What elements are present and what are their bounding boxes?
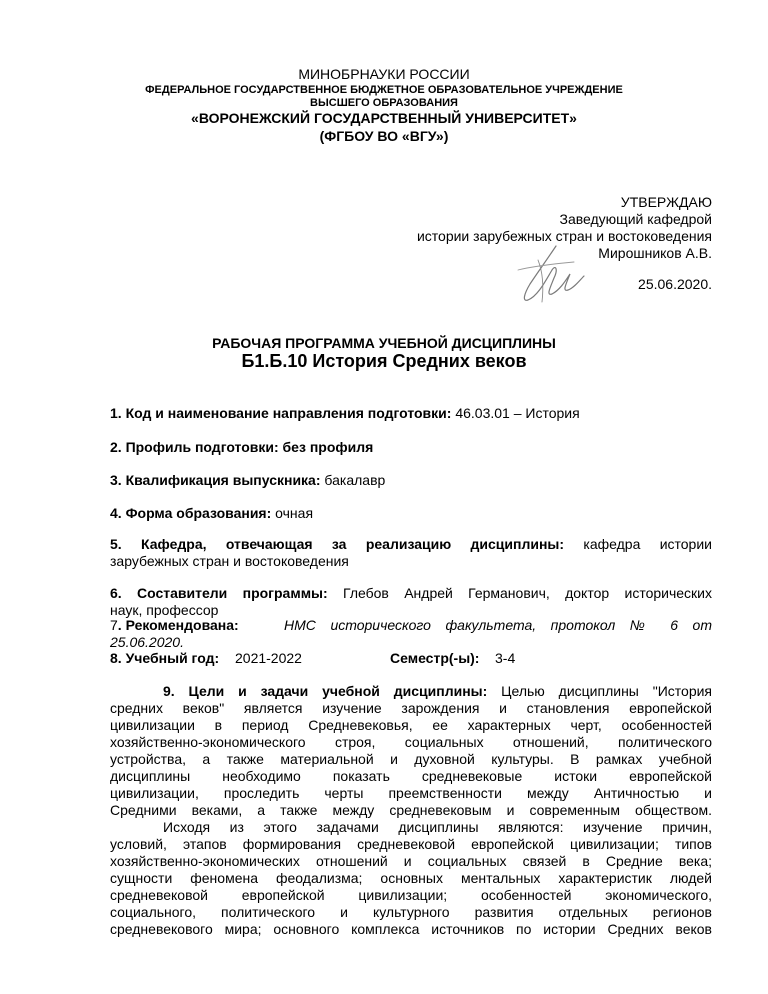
- item-7-date: 25.06.2020.: [110, 634, 184, 650]
- section-9-line-2: средних веков" является изучение зарождения и становления европейской: [110, 700, 712, 716]
- item-3-value: бакалавр: [320, 472, 386, 488]
- item-5: [110, 536, 712, 553]
- section-9-line-5: устройства, а также материальной и духовной культуры. В рамках учебной: [110, 751, 712, 767]
- item-8-semester-value: 3-4: [495, 650, 516, 666]
- approval-position: Заведующий кафедрой: [559, 211, 712, 227]
- item-3-label: 3. Квалификация выпускника:: [110, 472, 321, 488]
- approval-title: УТВЕРЖДАЮ: [620, 194, 712, 210]
- ministry-name: МИНОБРНАУКИ РОССИИ: [298, 66, 470, 82]
- item-7-number: 7: [110, 617, 118, 633]
- item-4-label: 4. Форма образования:: [110, 505, 272, 521]
- section-9-p2-line-3: хозяйственно-экономических отношений и социальных связей в Средние века;: [110, 853, 712, 869]
- item-6: [110, 585, 712, 602]
- item-8-label: 8. Учебный год:: [110, 650, 220, 666]
- item-8-year: 2021-2022: [235, 650, 302, 666]
- item-6-continuation: наук, профессор: [110, 602, 219, 618]
- university-name: «ВОРОНЕЖСКИЙ ГОСУДАРСТВЕННЫЙ УНИВЕРСИТЕТ»: [191, 110, 577, 126]
- section-9-p2-line-6: социального, политического и культурного развития отдельных регионов: [110, 904, 712, 920]
- item-7-label: . Рекомендована:: [117, 617, 239, 633]
- section-9-line-1: 9. Цели и задачи учебной дисциплины: Целью дисциплины "История: [163, 683, 713, 699]
- section-9-p2-line-2: условий, этапов формирования средневековой европейской цивилизации; типов: [110, 836, 712, 852]
- item-2-label: 2. Профиль подготовки: без профиля: [110, 439, 374, 455]
- signature-image: [508, 240, 588, 308]
- section-9-label: 9. Цели и задачи учебной дисциплины:: [163, 683, 488, 699]
- institution-line-1: ФЕДЕРАЛЬНОЕ ГОСУДАРСТВЕННОЕ БЮДЖЕТНОЕ ОБРАЗОВАТЕЛЬНОЕ УЧРЕЖДЕНИЕ: [145, 84, 623, 96]
- item-5-label: 5. Кафедра, отвечающая за реализацию дисциплины:: [110, 536, 565, 552]
- item-4-value: очная: [271, 505, 314, 521]
- item-5-continuation: зарубежных стран и востоковедения: [110, 553, 349, 569]
- institution-line-2: ВЫСШЕГО ОБРАЗОВАНИЯ: [310, 97, 458, 109]
- section-9-line-8: Средними веками, а также между средневековым и современным обществом.: [110, 802, 712, 818]
- program-title: РАБОЧАЯ ПРОГРАММА УЧЕБНОЙ ДИСЦИПЛИНЫ: [212, 335, 556, 351]
- item-1-label: 1. Код и наименование направления подготовки:: [110, 405, 452, 421]
- item-6-label: 6. Составители программы:: [110, 585, 328, 601]
- item-5-value: кафедра истории: [564, 536, 712, 552]
- section-9-p2-line-7: средневекового мира; основного комплекса источников по истории Средних веков: [110, 921, 712, 937]
- section-9-line-4: хозяйственно-экономического строя, социальных отношений, политического: [110, 734, 712, 750]
- item-7-continuation: [110, 634, 712, 651]
- section-9-line-6: дисциплины необходимо показать средневековые истоки европейской: [110, 768, 712, 784]
- section-9-p2-line-5: средневековой европейской цивилизации; особенностей экономического,: [110, 887, 712, 903]
- approval-department: истории зарубежных стран и востоковедения: [416, 228, 712, 244]
- section-9-p2-line-1: Исходя из этого задачами дисциплины являются: изучение причин,: [163, 819, 712, 835]
- section-9-line-3: цивилизации в период Средневековья, ее характерных черт, особенностей: [110, 717, 712, 733]
- approval-name: Мирошников А.В.: [598, 245, 712, 261]
- item-7: [110, 617, 712, 634]
- item-8: [110, 650, 712, 667]
- discipline-title: Б1.Б.10 История Средних веков: [241, 351, 527, 371]
- item-2: [110, 439, 712, 456]
- section-9-line-7: цивилизации, проследить черты преемственности между Античностью и: [110, 785, 712, 801]
- university-abbr: (ФГБОУ ВО «ВГУ»): [319, 128, 449, 144]
- item-1: [110, 405, 712, 422]
- item-4: [110, 505, 712, 522]
- section-9-p2-line-4: сущности феномена феодализма; основных ментальных характеристик людей: [110, 870, 712, 886]
- approval-date: 25.06.2020.: [638, 276, 712, 292]
- item-6-value: Глебов Андрей Германович, доктор исторических: [327, 585, 713, 601]
- item-8-semester-label: Семестр(-ы):: [390, 650, 480, 666]
- item-1-value: 46.03.01 – История: [451, 405, 580, 421]
- item-3: [110, 472, 712, 489]
- item-7-value: НМС исторического факультета, протокол № 6 от: [284, 617, 712, 633]
